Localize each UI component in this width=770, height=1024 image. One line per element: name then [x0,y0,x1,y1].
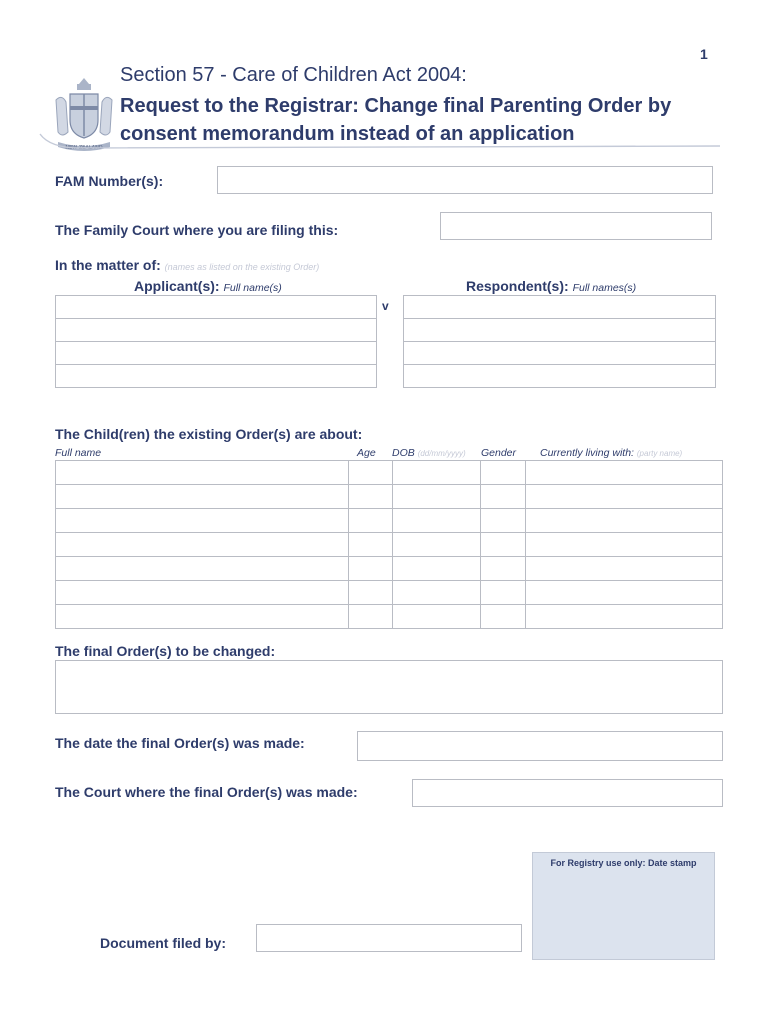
applicant-name-input[interactable] [56,319,377,342]
applicants-heading: Applicant(s): Full name(s) [134,278,282,294]
applicant-name-input[interactable] [56,365,377,388]
child-name-input[interactable] [56,533,349,557]
respondent-name-input[interactable] [404,296,716,319]
child-gender-input[interactable] [481,581,526,605]
child-dob-input[interactable] [393,485,481,509]
children-heading: The Child(ren) the existing Order(s) are about: [55,426,363,442]
final-orders-input[interactable] [55,660,723,714]
respondents-heading: Respondent(s): Full names(s) [466,278,637,294]
child-gender-input[interactable] [481,485,526,509]
final-orders-label: The final Order(s) to be changed: [55,643,276,659]
in-matter-label: In the matter of: (names as listed on the existing Order) [55,257,320,273]
col-living-with-hint: (party name) [636,449,683,458]
court-made-input[interactable] [412,779,723,807]
fam-numbers-label: FAM Number(s): [55,173,164,189]
registry-label: For Registry use only: Date stamp [550,858,697,868]
page-number: 1 [700,46,708,62]
fam-numbers-input[interactable] [217,166,713,194]
applicant-name-input[interactable] [56,342,377,365]
child-name-input[interactable] [56,509,349,533]
child-dob-input[interactable] [393,461,481,485]
court-made-label: The Court where the final Order(s) was made: [55,784,358,800]
child-age-input[interactable] [348,509,393,533]
table-row [56,533,723,557]
child-gender-input[interactable] [481,605,526,629]
child-name-input[interactable] [56,557,349,581]
respondents-subtext: Full names(s) [572,282,637,294]
applicants-subtext: Full name(s) [223,282,282,294]
child-name-input[interactable] [56,485,349,509]
child-age-input[interactable] [348,461,393,485]
table-row [56,605,723,629]
child-living-with-input[interactable] [526,461,723,485]
child-age-input[interactable] [348,557,393,581]
child-age-input[interactable] [348,605,393,629]
col-full-name: Full name [55,447,102,459]
child-age-input[interactable] [348,485,393,509]
child-dob-input[interactable] [393,533,481,557]
child-living-with-input[interactable] [526,581,723,605]
child-dob-input[interactable] [393,581,481,605]
versus-label: v [382,299,389,313]
family-court-label: The Family Court where you are filing this: [55,222,339,238]
applicant-name-input[interactable] [56,296,377,319]
in-matter-hint: (names as listed on the existing Order) [164,262,320,272]
col-dob-hint: (dd/mm/yyyy) [417,449,466,458]
table-row [56,557,723,581]
registry-date-stamp-box [532,852,715,960]
child-living-with-input[interactable] [526,509,723,533]
child-gender-input[interactable] [481,533,526,557]
respondent-name-input[interactable] [404,365,716,388]
respondent-name-input[interactable] [404,319,716,342]
date-made-label: The date the final Order(s) was made: [55,735,305,751]
table-row [56,461,723,485]
child-gender-input[interactable] [481,509,526,533]
child-age-input[interactable] [348,581,393,605]
table-row [56,485,723,509]
child-living-with-input[interactable] [526,485,723,509]
child-living-with-input[interactable] [526,557,723,581]
respondents-table [403,295,716,388]
col-gender: Gender [481,447,517,459]
col-dob: DOB (dd/mm/yyyy) [392,447,466,459]
child-living-with-input[interactable] [526,533,723,557]
child-living-with-input[interactable] [526,605,723,629]
child-dob-input[interactable] [393,509,481,533]
table-row [56,581,723,605]
date-made-input[interactable] [357,731,723,761]
respondent-name-input[interactable] [404,342,716,365]
children-table [55,460,723,629]
header-swoosh-decoration [30,120,720,160]
child-dob-input[interactable] [393,557,481,581]
child-name-input[interactable] [56,461,349,485]
child-gender-input[interactable] [481,557,526,581]
col-living-with: Currently living with: (party name) [540,447,683,459]
family-court-input[interactable] [440,212,712,240]
table-row [56,509,723,533]
form-title-line1: Section 57 - Care of Children Act 2004: [120,64,467,86]
col-age: Age [357,447,376,459]
form-title-line2: Request to the Registrar: Change final Parenting Order by consent memorandum instead of an application [120,95,672,145]
applicants-table [55,295,377,388]
child-gender-input[interactable] [481,461,526,485]
child-name-input[interactable] [56,581,349,605]
filed-by-input[interactable] [256,924,522,952]
child-age-input[interactable] [348,533,393,557]
child-dob-input[interactable] [393,605,481,629]
filed-by-label: Document filed by: [100,935,227,951]
child-name-input[interactable] [56,605,349,629]
svg-text:NEW ZEALAND: NEW ZEALAND [65,145,103,151]
